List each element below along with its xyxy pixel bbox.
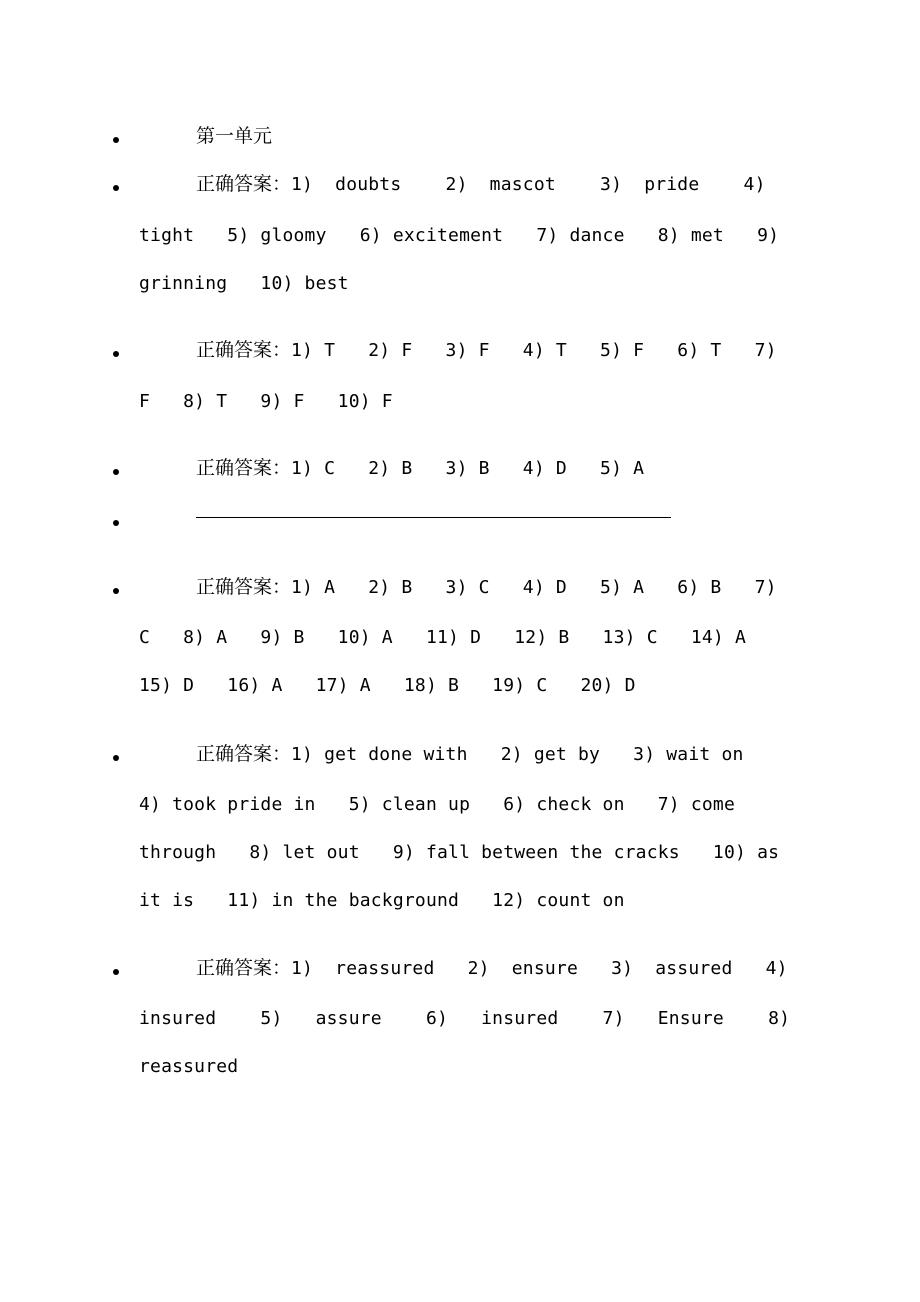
answer-line: tight 5) gloomy 6) excitement 7) dance 8) met 9) — [139, 225, 780, 246]
answer-line — [196, 456, 644, 481]
answer-label: 正确答案： — [196, 957, 292, 979]
bullet-icon — [113, 351, 119, 357]
separator-line — [196, 517, 671, 518]
answer-text: 1) doubts 2) mascot 3) pride 4) — [291, 174, 766, 195]
bullet-icon — [113, 969, 119, 975]
answer-text: 1) C 2) B 3) B 4) D 5) A — [291, 458, 645, 479]
answer-label: 正确答案： — [196, 173, 292, 195]
answer-line — [196, 575, 777, 600]
answer-line: 15) D 16) A 17) A 18) B 19) C 20) D — [139, 675, 636, 696]
bullet-icon — [113, 469, 119, 475]
answer-label: 正确答案： — [196, 457, 292, 479]
unit-title: 第一单元 — [196, 125, 273, 147]
answer-line: through 8) let out 9) fall between the cracks 10) as — [139, 842, 780, 863]
bullet-icon — [113, 588, 119, 594]
answer-line — [196, 742, 744, 767]
answer-text: 1) A 2) B 3) C 4) D 5) A 6) B 7) — [291, 577, 777, 598]
answer-line — [196, 338, 777, 363]
answer-line — [196, 172, 766, 197]
answer-line: grinning 10) best — [139, 273, 349, 294]
answer-line: 4) took pride in 5) clean up 6) check on 7) come — [139, 794, 735, 815]
answer-line — [196, 956, 788, 981]
answer-text: 1) T 2) F 3) F 4) T 5) F 6) T 7) — [291, 340, 777, 361]
bullet-icon — [113, 137, 119, 143]
answer-line: C 8) A 9) B 10) A 11) D 12) B 13) C 14) A — [139, 627, 747, 648]
answer-label: 正确答案： — [196, 339, 292, 361]
answer-text: 1) reassured 2) ensure 3) assured 4) — [291, 958, 788, 979]
bullet-icon — [113, 755, 119, 761]
answer-line: it is 11) in the background 12) count on — [139, 890, 625, 911]
answer-line: insured 5) assure 6) insured 7) Ensure 8) — [139, 1008, 791, 1029]
answer-line: F 8) T 9) F 10) F — [139, 391, 393, 412]
answer-label: 正确答案： — [196, 743, 292, 765]
answer-label: 正确答案： — [196, 576, 292, 598]
answer-text: 1) get done with 2) get by 3) wait on — [291, 744, 744, 765]
bullet-icon — [113, 520, 119, 526]
answer-line: reassured — [139, 1056, 239, 1077]
bullet-icon — [113, 185, 119, 191]
